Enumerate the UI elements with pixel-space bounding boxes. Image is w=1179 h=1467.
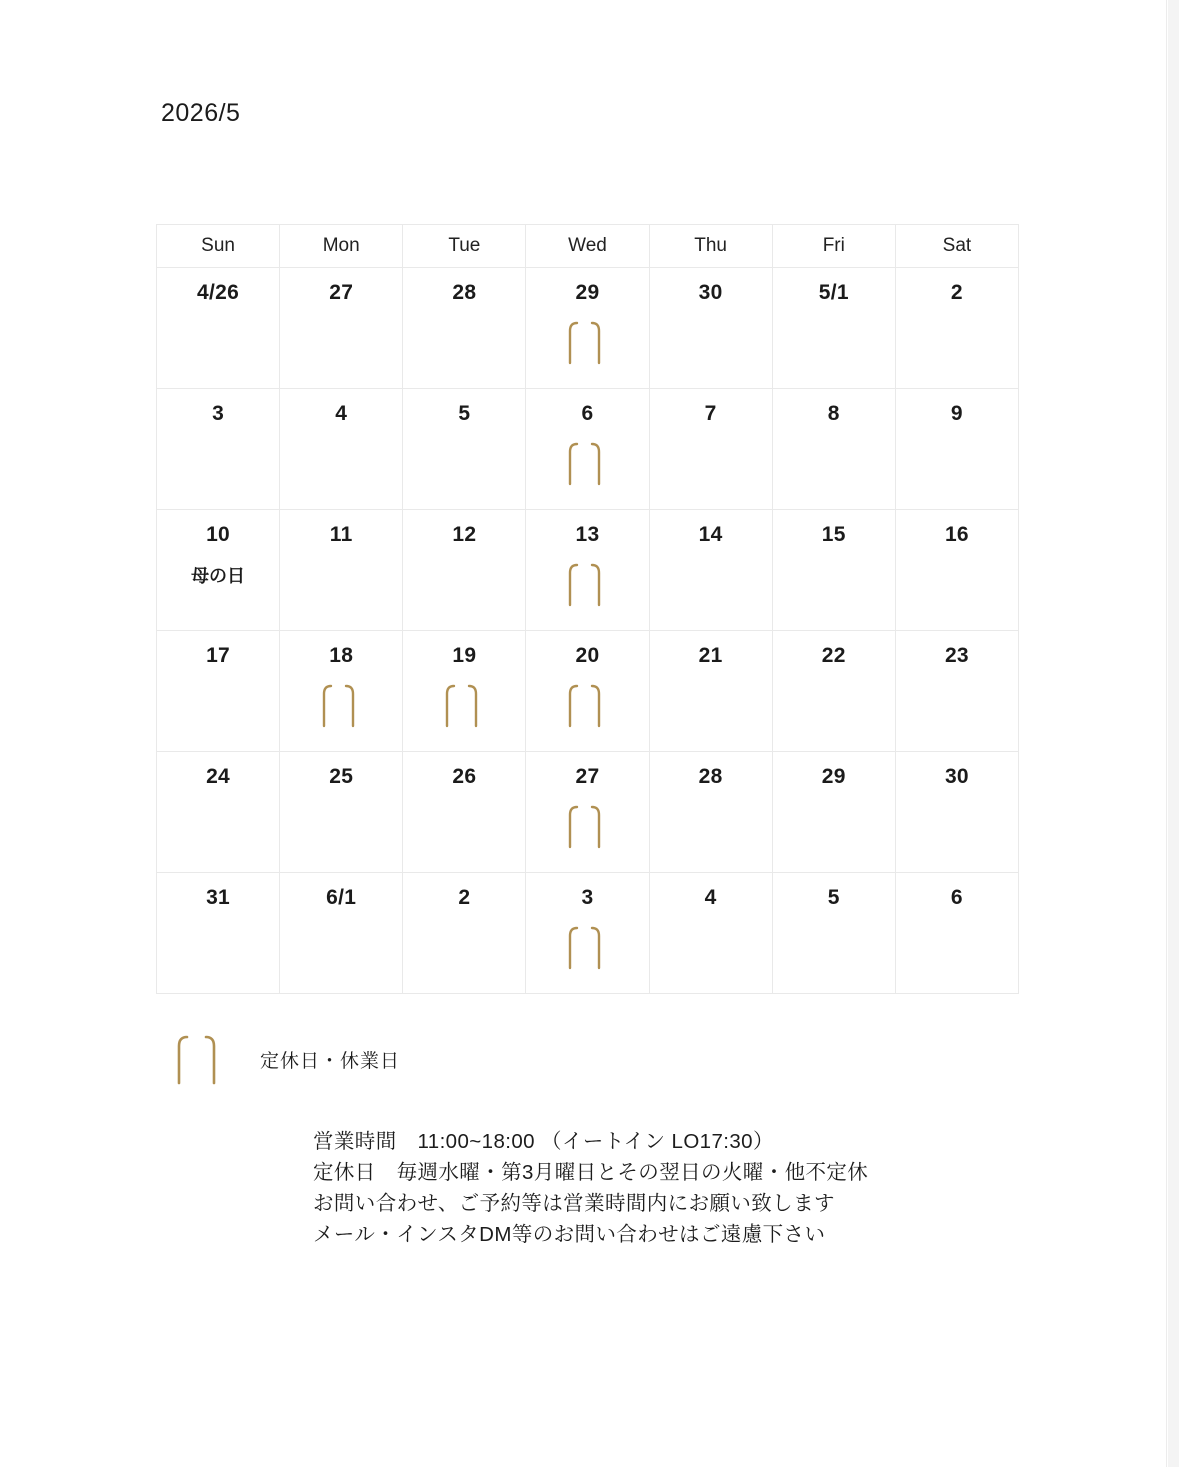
day-number: 5/1 — [818, 281, 849, 304]
day-number: 27 — [575, 765, 600, 788]
calendar-week-row — [157, 752, 1019, 873]
day-number: 6 — [950, 886, 963, 909]
calendar-day-cell[interactable] — [403, 389, 526, 510]
noren-curtain-icon — [561, 561, 613, 607]
calendar-day-cell[interactable] — [649, 873, 772, 994]
calendar-week-row — [157, 873, 1019, 994]
calendar-table — [156, 224, 1019, 994]
day-number: 5 — [827, 886, 840, 909]
note-line: 定休日 毎週水曜・第3月曜日とその翌日の火曜・他不定休 — [313, 1161, 869, 1184]
closed-day-marker — [403, 682, 525, 734]
calendar-day-cell[interactable] — [772, 510, 895, 631]
closed-day-marker — [526, 561, 648, 613]
calendar-day-cell[interactable] — [280, 510, 403, 631]
day-number: 23 — [944, 644, 969, 667]
day-number: 26 — [452, 765, 477, 788]
calendar-day-cell[interactable] — [895, 752, 1018, 873]
day-number: 22 — [821, 644, 846, 667]
calendar-week-row — [157, 268, 1019, 389]
weekday-header-mon: Mon — [280, 225, 403, 268]
note-line: 営業時間 11:00~18:00 （イートイン LO17:30） — [313, 1130, 774, 1153]
calendar-day-cell[interactable] — [157, 389, 280, 510]
noren-curtain-icon — [561, 682, 613, 728]
noren-curtain-icon — [315, 682, 367, 728]
day-number: 21 — [698, 644, 723, 667]
day-number: 4 — [335, 402, 348, 425]
calendar-day-cell[interactable] — [895, 389, 1018, 510]
calendar-day-cell[interactable] — [526, 873, 649, 994]
calendar-day-cell[interactable] — [649, 510, 772, 631]
noren-curtain-icon — [561, 924, 613, 970]
day-number: 14 — [698, 523, 723, 546]
calendar-day-cell[interactable] — [895, 631, 1018, 752]
legend — [161, 1030, 641, 1090]
shop-notes — [313, 1126, 1013, 1250]
note-line: メール・インスタDM等のお問い合わせはご遠慮下さい — [313, 1223, 826, 1246]
day-number: 3 — [581, 886, 594, 909]
weekday-header-thu: Thu — [649, 225, 772, 268]
day-number: 28 — [452, 281, 477, 304]
day-number: 25 — [329, 765, 354, 788]
calendar-day-cell[interactable] — [772, 631, 895, 752]
day-note: 母の日 — [191, 566, 246, 586]
closed-day-marker — [526, 803, 648, 855]
noren-curtain-icon — [169, 1033, 231, 1090]
calendar-week-row — [157, 389, 1019, 510]
calendar-day-cell[interactable] — [526, 268, 649, 389]
calendar-day-cell[interactable] — [403, 631, 526, 752]
day-number: 4 — [704, 886, 717, 909]
calendar-day-cell[interactable] — [772, 752, 895, 873]
calendar-day-cell[interactable] — [772, 268, 895, 389]
day-number: 13 — [575, 523, 600, 546]
page-title: 2026/5 — [161, 99, 241, 127]
noren-curtain-icon — [561, 803, 613, 849]
day-number: 19 — [452, 644, 477, 667]
calendar-day-cell[interactable] — [526, 389, 649, 510]
day-number: 7 — [704, 402, 717, 425]
calendar-day-cell[interactable] — [526, 631, 649, 752]
closed-day-marker — [526, 440, 648, 492]
calendar-day-cell[interactable] — [649, 752, 772, 873]
calendar-day-cell[interactable] — [280, 752, 403, 873]
day-number: 15 — [821, 523, 846, 546]
calendar-day-cell[interactable] — [157, 873, 280, 994]
calendar-day-cell[interactable] — [403, 268, 526, 389]
day-number: 6/1 — [326, 886, 357, 909]
calendar-week-row — [157, 631, 1019, 752]
day-number: 3 — [212, 402, 225, 425]
closed-day-marker — [526, 319, 648, 371]
day-number: 20 — [575, 644, 600, 667]
day-number: 11 — [329, 523, 353, 546]
day-number: 30 — [944, 765, 969, 788]
day-number: 12 — [452, 523, 477, 546]
day-number: 29 — [821, 765, 846, 788]
day-number: 8 — [827, 402, 840, 425]
day-number: 24 — [206, 765, 231, 788]
day-number: 27 — [329, 281, 354, 304]
weekday-header-fri: Fri — [772, 225, 895, 268]
calendar-day-cell[interactable] — [649, 268, 772, 389]
closed-day-marker — [526, 924, 648, 976]
noren-curtain-icon — [561, 440, 613, 486]
day-number: 6 — [581, 402, 594, 425]
page-edge-gutter — [1168, 0, 1179, 1467]
legend-label: 定休日・休業日 — [260, 1051, 401, 1072]
calendar-day-cell[interactable] — [403, 873, 526, 994]
day-number: 9 — [950, 402, 963, 425]
weekday-header-tue: Tue — [403, 225, 526, 268]
calendar-day-cell[interactable] — [403, 752, 526, 873]
calendar-day-cell[interactable] — [157, 631, 280, 752]
calendar-day-cell[interactable] — [649, 389, 772, 510]
day-number: 16 — [944, 523, 969, 546]
weekday-header-sat: Sat — [895, 225, 1018, 268]
calendar-day-cell[interactable] — [895, 510, 1018, 631]
noren-curtain-icon — [438, 682, 490, 728]
calendar-header-row — [157, 225, 1019, 268]
calendar-day-cell[interactable] — [157, 752, 280, 873]
weekday-header-sun: Sun — [157, 225, 280, 268]
calendar-day-cell[interactable] — [772, 873, 895, 994]
calendar-day-cell[interactable] — [526, 752, 649, 873]
closed-day-marker — [280, 682, 402, 734]
calendar-day-cell[interactable] — [280, 873, 403, 994]
calendar-day-cell[interactable] — [526, 510, 649, 631]
day-number: 2 — [950, 281, 963, 304]
weekday-header-wed: Wed — [526, 225, 649, 268]
day-number: 2 — [458, 886, 471, 909]
day-number: 17 — [206, 644, 231, 667]
closed-day-marker — [526, 682, 648, 734]
calendar-day-cell[interactable] — [157, 510, 280, 631]
calendar-day-cell[interactable] — [280, 389, 403, 510]
noren-curtain-icon — [561, 319, 613, 365]
calendar-day-cell[interactable] — [895, 873, 1018, 994]
day-number: 28 — [698, 765, 723, 788]
day-number: 31 — [206, 886, 231, 909]
calendar-day-cell[interactable] — [895, 268, 1018, 389]
calendar-day-cell[interactable] — [649, 631, 772, 752]
calendar-day-cell[interactable] — [403, 510, 526, 631]
note-line: お問い合わせ、ご予約等は営業時間内にお願い致します — [313, 1192, 835, 1215]
day-number: 10 — [206, 523, 231, 546]
calendar-day-cell[interactable] — [280, 268, 403, 389]
calendar-day-cell[interactable] — [772, 389, 895, 510]
calendar-day-cell[interactable] — [157, 268, 280, 389]
day-number: 4/26 — [197, 281, 240, 304]
day-number: 5 — [458, 402, 471, 425]
day-number: 29 — [575, 281, 600, 304]
calendar-week-row — [157, 510, 1019, 631]
calendar-day-cell[interactable] — [280, 631, 403, 752]
day-number: 18 — [329, 644, 354, 667]
day-number: 30 — [698, 281, 723, 304]
